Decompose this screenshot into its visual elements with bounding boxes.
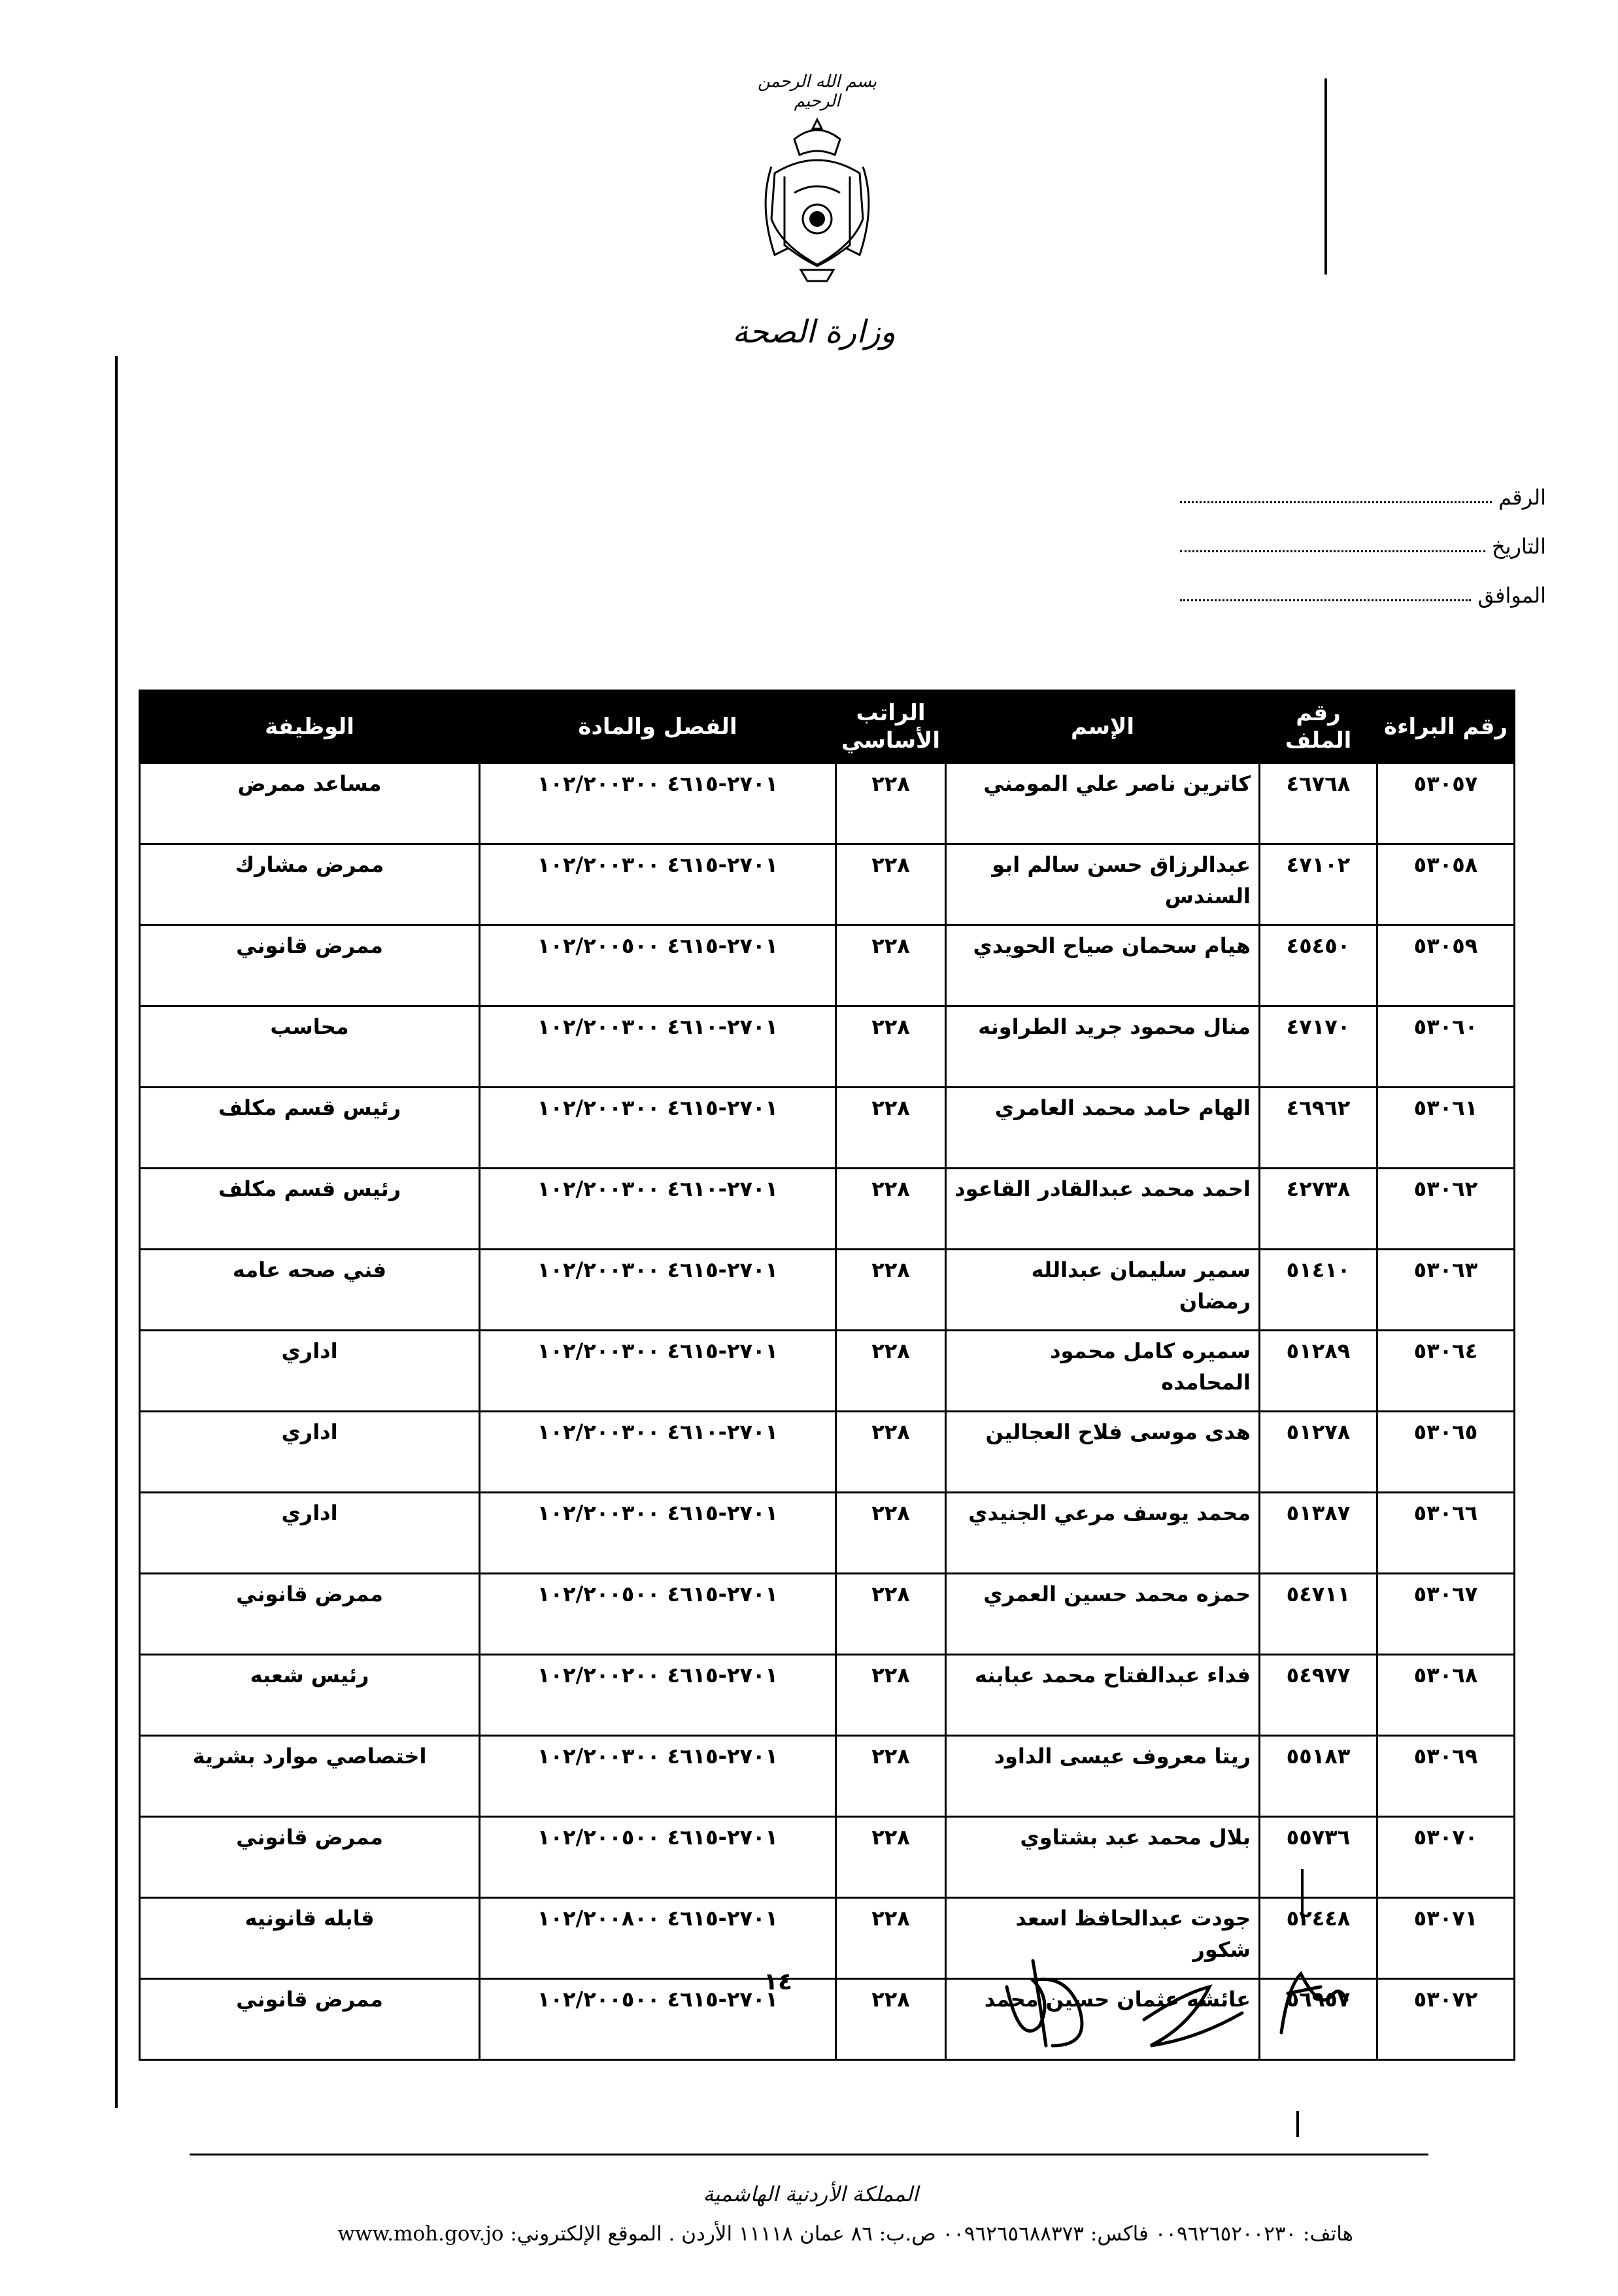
file-no-cell: ٥١٢٨٩ (1260, 1331, 1377, 1412)
job-cell: ممرض قانوني (140, 925, 480, 1007)
job-cell: قابله قانونيه (140, 1898, 480, 1979)
name-cell: فداء عبدالفتاح محمد عبابنه (946, 1655, 1260, 1736)
header-name: الإسم (946, 691, 1260, 763)
salary-cell: ٢٢٨ (836, 1979, 946, 2060)
chapter-article-cell: ٢٧٠١-٤٦١٥ ١٠٢/٢٠٠٣٠٠ (480, 1088, 836, 1169)
signatures (994, 1948, 1360, 2059)
job-cell: رئيس قسم مكلف (140, 1088, 480, 1169)
date-field (1180, 520, 1546, 559)
job-cell: اداري (140, 1331, 480, 1412)
job-cell: اختصاصي موارد بشرية (140, 1736, 480, 1817)
certificate-no-cell: ٥٣٠٦٢ (1377, 1169, 1515, 1250)
corresponding-date-field (1180, 569, 1546, 608)
table-row (140, 1817, 1515, 1898)
basmala: بسم الله الرحمن الرحيم (757, 72, 877, 111)
reference-number-blank (1180, 501, 1492, 503)
salary-cell: ٢٢٨ (836, 1007, 946, 1088)
name-cell: عبدالرزاق حسن سالم ابو السندس (946, 844, 1260, 925)
ministry-name: وزارة الصحة (732, 314, 896, 350)
chapter-article-cell: ٢٧٠١-٤٦١٥ ١٠٢/٢٠٠٣٠٠ (480, 844, 836, 925)
table-row (140, 763, 1515, 844)
salary-cell: ٢٢٨ (836, 1169, 946, 1250)
salary-cell: ٢٢٨ (836, 1250, 946, 1331)
certificate-no-cell: ٥٣٠٧٢ (1377, 1979, 1515, 2060)
job-cell: رئيس شعبه (140, 1655, 480, 1736)
job-cell: محاسب (140, 1007, 480, 1088)
certificate-no-cell: ٥٣٠٥٧ (1377, 763, 1515, 844)
chapter-article-cell: ٢٧٠١-٤٦١٠ ١٠٢/٢٠٠٣٠٠ (480, 1007, 836, 1088)
header-job: الوظيفة (140, 691, 480, 763)
chapter-article-cell: ٢٧٠١-٤٦١٥ ١٠٢/٢٠٠٣٠٠ (480, 1250, 836, 1331)
table-row (140, 1250, 1515, 1331)
employee-table (139, 690, 1515, 2061)
file-no-cell: ٥٥١٨٣ (1260, 1736, 1377, 1817)
job-cell: مساعد ممرض (140, 763, 480, 844)
header-chapter-article: الفصل والمادة (480, 691, 836, 763)
salary-cell: ٢٢٨ (836, 1088, 946, 1169)
file-no-cell: ٤٧١٧٠ (1260, 1007, 1377, 1088)
salary-cell: ٢٢٨ (836, 763, 946, 844)
job-cell: اداري (140, 1493, 480, 1574)
name-cell: الهام حامد محمد العامري (946, 1088, 1260, 1169)
certificate-no-cell: ٥٣٠٧١ (1377, 1898, 1515, 1979)
certificate-no-cell: ٥٣٠٦٠ (1377, 1007, 1515, 1088)
file-no-cell: ٥٦٩٥٧ (1260, 1979, 1377, 2060)
salary-cell: ٢٢٨ (836, 1817, 946, 1898)
table-row (140, 1007, 1515, 1088)
certificate-no-cell: ٥٣٠٥٩ (1377, 925, 1515, 1007)
footer-divider (190, 2154, 1428, 2155)
name-cell: احمد محمد عبدالقادر القاعود (946, 1169, 1260, 1250)
salary-cell: ٢٢٨ (836, 1655, 946, 1736)
name-cell: هدى موسى فلاح العجالين (946, 1412, 1260, 1493)
certificate-no-cell: ٥٣٠٦١ (1377, 1088, 1515, 1169)
job-cell: ممرض قانوني (140, 1574, 480, 1655)
coat-of-arms-icon (749, 114, 886, 291)
table-row (140, 1088, 1515, 1169)
job-cell: اداري (140, 1412, 480, 1493)
certificate-no-cell: ٥٣٠٦٩ (1377, 1736, 1515, 1817)
file-no-cell: ٥٤٧١١ (1260, 1574, 1377, 1655)
chapter-article-cell: ٢٧٠١-٤٦١٥ ١٠٢/٢٠٠٢٠٠ (480, 1655, 836, 1736)
chapter-article-cell: ٢٧٠١-٤٦١٥ ١٠٢/٢٠٠٥٠٠ (480, 925, 836, 1007)
salary-cell: ٢٢٨ (836, 1736, 946, 1817)
certificate-no-cell: ٥٣٠٦٤ (1377, 1331, 1515, 1412)
chapter-article-cell: ٢٧٠١-٤٦١٥ ١٠٢/٢٠٠٥٠٠ (480, 1574, 836, 1655)
name-cell: سمير سليمان عبدالله رمضان (946, 1250, 1260, 1331)
corresponding-label: الموافق (1477, 583, 1546, 608)
file-no-cell: ٤٢٧٣٨ (1260, 1169, 1377, 1250)
certificate-no-cell: ٥٣٠٦٣ (1377, 1250, 1515, 1331)
file-no-cell: ٤٥٤٥٠ (1260, 925, 1377, 1007)
table-row (140, 1169, 1515, 1250)
job-cell: رئيس قسم مكلف (140, 1169, 480, 1250)
chapter-article-cell: ٢٧٠١-٤٦١٥ ١٠٢/٢٠٠٥٠٠ (480, 1817, 836, 1898)
chapter-article-cell: ٢٧٠١-٤٦١٥ ١٠٢/٢٠٠٨٠٠ (480, 1898, 836, 1979)
table-row (140, 1493, 1515, 1574)
footer-kingdom: المملكة الأردنية الهاشمية (703, 2182, 919, 2206)
certificate-no-cell: ٥٣٠٥٨ (1377, 844, 1515, 925)
chapter-article-cell: ٢٧٠١-٤٦١٥ ١٠٢/٢٠٠٥٠٠ (480, 1979, 836, 2060)
job-cell: ممرض قانوني (140, 1979, 480, 2060)
file-no-cell: ٥١٣٨٧ (1260, 1493, 1377, 1574)
table-row (140, 1331, 1515, 1412)
job-cell: ممرض قانوني (140, 1817, 480, 1898)
name-cell: جودت عبدالحافظ اسعد شكور (946, 1898, 1260, 1979)
name-cell: سميره كامل محمود المحامده (946, 1331, 1260, 1412)
chapter-article-cell: ٢٧٠١-٤٦١٥ ١٠٢/٢٠٠٣٠٠ (480, 763, 836, 844)
table-row (140, 1736, 1515, 1817)
page-number: ١٤ (764, 1969, 792, 1995)
reference-number-label: الرقم (1498, 485, 1546, 510)
name-cell: ريتا معروف عيسى الداود (946, 1736, 1260, 1817)
name-cell: حمزه محمد حسين العمري (946, 1574, 1260, 1655)
file-no-cell: ٥٢٤٤٨ (1260, 1898, 1377, 1979)
name-cell: عائشه عثمان حسين محمد (946, 1979, 1260, 2060)
date-blank (1180, 550, 1485, 552)
left-margin-line (115, 356, 118, 2108)
table-row (140, 1412, 1515, 1493)
footer-contact: هاتف: ٠٠٩٦٢٦٥٢٠٠٢٣٠ فاكس: ٠٠٩٦٢٦٥٦٨٨٣٧٣ ص.ب: ٨٦ عمان ١١١١٨ الأردن . الموقع الإلكتروني: www.moh.gov.jo (337, 2222, 1353, 2246)
salary-cell: ٢٢٨ (836, 844, 946, 925)
name-cell: منال محمود جريد الطراونه (946, 1007, 1260, 1088)
reference-number-field (1180, 471, 1546, 510)
header-certificate-no: رقم البراءة (1377, 691, 1515, 763)
table-row (140, 1655, 1515, 1736)
corresponding-blank (1180, 599, 1471, 601)
file-no-cell: ٥١٢٧٨ (1260, 1412, 1377, 1493)
file-no-cell: ٥٤٩٧٧ (1260, 1655, 1377, 1736)
certificate-no-cell: ٥٣٠٦٧ (1377, 1574, 1515, 1655)
right-margin-mark (1296, 2111, 1299, 2137)
chapter-article-cell: ٢٧٠١-٤٦١٥ ١٠٢/٢٠٠٣٠٠ (480, 1493, 836, 1574)
table-header-row (140, 691, 1515, 763)
chapter-article-cell: ٢٧٠١-٤٦١٥ ١٠٢/٢٠٠٣٠٠ (480, 1331, 836, 1412)
salary-cell: ٢٢٨ (836, 1412, 946, 1493)
certificate-no-cell: ٥٣٠٦٦ (1377, 1493, 1515, 1574)
right-margin-line (1324, 78, 1327, 275)
name-cell: محمد يوسف مرعي الجنيدي (946, 1493, 1260, 1574)
file-no-cell: ٥٥٧٣٦ (1260, 1817, 1377, 1898)
header-file-no: رقم الملف (1260, 691, 1377, 763)
file-no-cell: ٤٦٧٦٨ (1260, 763, 1377, 844)
table-row (140, 925, 1515, 1007)
chapter-article-cell: ٢٧٠١-٤٦١٠ ١٠٢/٢٠٠٣٠٠ (480, 1412, 836, 1493)
name-cell: كاترين ناصر علي المومني (946, 763, 1260, 844)
certificate-no-cell: ٥٣٠٦٥ (1377, 1412, 1515, 1493)
certificate-no-cell: ٥٣٠٦٨ (1377, 1655, 1515, 1736)
table-row (140, 1574, 1515, 1655)
header-basic-salary: الراتب الأساسي (836, 691, 946, 763)
job-cell: فني صحه عامه (140, 1250, 480, 1331)
date-label: التاريخ (1491, 534, 1546, 559)
salary-cell: ٢٢٨ (836, 925, 946, 1007)
salary-cell: ٢٢٨ (836, 1331, 946, 1412)
name-cell: بلال محمد عبد بشتاوي (946, 1817, 1260, 1898)
salary-cell: ٢٢٨ (836, 1574, 946, 1655)
file-no-cell: ٤٧١٠٢ (1260, 844, 1377, 925)
name-cell: هيام سحمان صياح الحويدي (946, 925, 1260, 1007)
chapter-article-cell: ٢٧٠١-٤٦١٠ ١٠٢/٢٠٠٣٠٠ (480, 1169, 836, 1250)
salary-cell: ٢٢٨ (836, 1493, 946, 1574)
chapter-article-cell: ٢٧٠١-٤٦١٥ ١٠٢/٢٠٠٣٠٠ (480, 1736, 836, 1817)
certificate-no-cell: ٥٣٠٧٠ (1377, 1817, 1515, 1898)
file-no-cell: ٤٦٩٦٢ (1260, 1088, 1377, 1169)
file-no-cell: ٥١٤١٠ (1260, 1250, 1377, 1331)
job-cell: ممرض مشارك (140, 844, 480, 925)
table-row (140, 844, 1515, 925)
salary-cell: ٢٢٨ (836, 1898, 946, 1979)
